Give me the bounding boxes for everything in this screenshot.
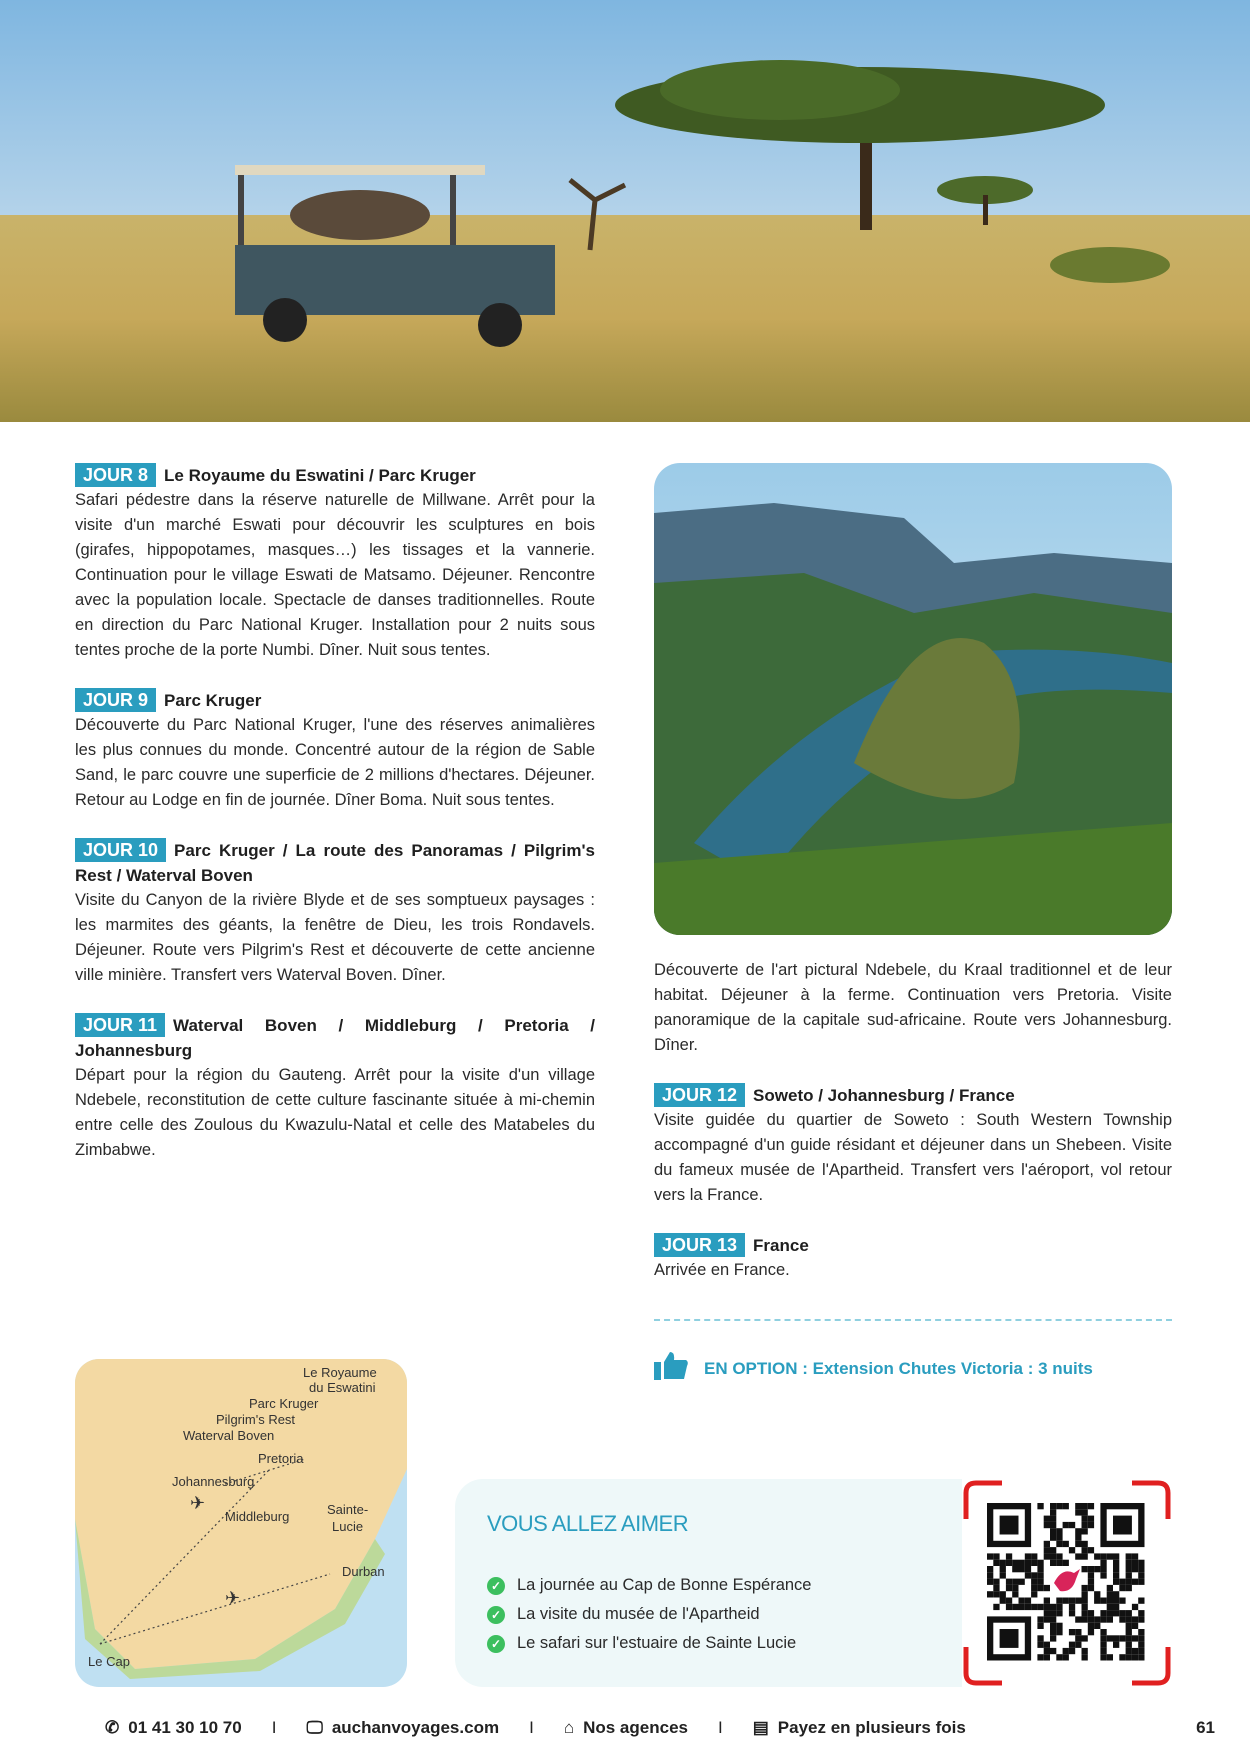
day-badge: JOUR 13 <box>654 1233 745 1257</box>
separator: I <box>271 1718 277 1737</box>
check-icon: ✓ <box>487 1635 505 1653</box>
day-11 <box>75 1013 595 1163</box>
day-badge: JOUR 12 <box>654 1083 745 1107</box>
day-11-continued: Découverte de l'art pictural Ndebele, du Kraal traditionnel et de leur habitat. Déjeuner à la ferme. Continuation vers Pretoria. Visite panoramique de la capitale sud-africaine. Route vers Johannesburg. Dîner. <box>654 961 1172 1054</box>
svg-text:✈: ✈ <box>190 1493 206 1513</box>
agencies-link[interactable]: ⌂ Nos agences <box>563 1718 688 1737</box>
day-badge: JOUR 9 <box>75 688 156 712</box>
list-item <box>487 1600 811 1629</box>
day-13 <box>654 1233 1172 1283</box>
itinerary-map <box>75 1359 407 1687</box>
itinerary-left-column <box>75 463 595 1188</box>
home-icon: ⌂ <box>563 1718 575 1737</box>
option-extension <box>654 1352 1093 1385</box>
highlight-text: Le safari sur l'estuaire de Sainte Lucie <box>517 1634 797 1652</box>
day-title: Parc Kruger <box>164 691 262 710</box>
itinerary-right-column <box>654 958 1172 1308</box>
day-text: Safari pédestre dans la réserve naturelle de Millwane. Arrêt pour la visite d'un marché Eswati pour découvrir les sculptures en bois (girafes, hippopotames, masques…) les tissages et la vannerie. Continuation pour le village Eswati de Matsamo. Déjeuner. Rencontre avec la population locale. Spectacle de danses traditionnelles. Route en direction du Parc National Kruger. Installation pour 2 nuits sous tentes proche de la porte Numbi. Dîner. Nuit sous tentes. <box>75 491 595 659</box>
map-label: Pilgrim's Rest <box>216 1412 296 1427</box>
highlight-text: La visite du musée de l'Apartheid <box>517 1605 760 1623</box>
website-link[interactable]: 🖵 auchanvoyages.com <box>306 1718 500 1737</box>
page-number: 61 <box>1196 1718 1215 1737</box>
day-10 <box>75 838 595 988</box>
divider <box>654 1319 1172 1321</box>
day-text: Découverte du Parc National Kruger, l'une des réserves animalières les plus connues du monde. Concentré autour de la région de Sable Sand, le parc couvre une superficie de 2 millions d'hectares. Déjeuner. Retour au Lodge en fin de journée. Dîner Boma. Nuit sous tentes. <box>75 716 595 809</box>
blyde-canyon-photo <box>654 463 1172 935</box>
map-label: Waterval Boven <box>183 1428 275 1443</box>
day-text: Départ pour la région du Gauteng. Arrêt pour la visite d'un village Ndebele, reconstitution de cette culture fascinante située à mi-chemin entre celle des Zoulous du Kwazulu-Natal et celle des Matabeles du Zimbabwe. <box>75 1066 595 1159</box>
computer-icon: 🖵 <box>306 1718 323 1737</box>
payment-link[interactable]: ▤ Payez en plusieurs fois <box>752 1718 966 1737</box>
footer <box>105 1718 1215 1738</box>
phone-link[interactable]: ✆ 01 41 30 10 70 <box>105 1718 242 1737</box>
day-title: Waterval Boven / Middleburg / Pretoria / Johannesburg <box>75 1016 595 1060</box>
day-9 <box>75 688 595 813</box>
map-label: Middleburg <box>225 1509 290 1524</box>
day-text: Visite guidée du quartier de Soweto : South Western Township accompagné d'un guide résidant et déjeuner dans un Shebeen. Visite du fameux musée de l'Apartheid. Transfert vers l'aéroport, vol retour vers la France. <box>654 1111 1172 1204</box>
highlight-text: La journée au Cap de Bonne Espérance <box>517 1576 812 1594</box>
map-label: Durban <box>342 1564 385 1579</box>
day-text: Visite du Canyon de la rivière Blyde et de ses somptueux paysages : les marmites des géants, la fenêtre de Dieu, les trois Rondavels. Déjeuner. Route vers Pilgrim's Rest et découverte de cette ancienne ville minière. Transfert vers Waterval Boven. Dîner. <box>75 891 595 984</box>
thumbs-up-icon <box>654 1352 688 1385</box>
day-12 <box>654 1083 1172 1208</box>
map-label: Sainte- <box>327 1502 369 1517</box>
svg-text:✈: ✈ <box>225 1588 241 1608</box>
qr-code[interactable] <box>962 1479 1172 1687</box>
day-title: Soweto / Johannesburg / France <box>753 1086 1015 1105</box>
day-title: Parc Kruger / La route des Panoramas / Pilgrim's Rest / Waterval Boven <box>75 841 595 885</box>
check-icon: ✓ <box>487 1606 505 1624</box>
map-label: Le Royaume <box>303 1365 377 1380</box>
day-badge: JOUR 11 <box>75 1013 165 1037</box>
hero-safari-photo <box>0 0 1250 422</box>
day-8 <box>75 463 595 663</box>
list-item <box>487 1629 811 1658</box>
day-text: Arrivée en France. <box>654 1261 790 1279</box>
map-label: Lucie <box>332 1519 364 1534</box>
separator: I <box>717 1718 723 1737</box>
list-item <box>487 1571 811 1600</box>
day-title: France <box>753 1236 809 1255</box>
map-label: Pretoria <box>258 1451 304 1466</box>
map-label: Le Cap <box>88 1654 130 1669</box>
map-label: Johannesburg <box>172 1474 255 1489</box>
map-label: Parc Kruger <box>249 1396 319 1411</box>
separator: I <box>529 1718 534 1737</box>
day-badge: JOUR 10 <box>75 838 166 862</box>
day-badge: JOUR 8 <box>75 463 156 487</box>
map-label: du Eswatini <box>309 1380 376 1395</box>
highlights-title: VOUS ALLEZ AIMER <box>487 1511 689 1536</box>
credit-card-icon: ▤ <box>752 1718 769 1737</box>
check-icon: ✓ <box>487 1577 505 1595</box>
day-title: Le Royaume du Eswatini / Parc Kruger <box>164 466 476 485</box>
phone-icon: ✆ <box>105 1718 120 1737</box>
option-text: EN OPTION : Extension Chutes Victoria : 3 nuits <box>704 1358 1093 1378</box>
highlights-list <box>487 1571 811 1658</box>
